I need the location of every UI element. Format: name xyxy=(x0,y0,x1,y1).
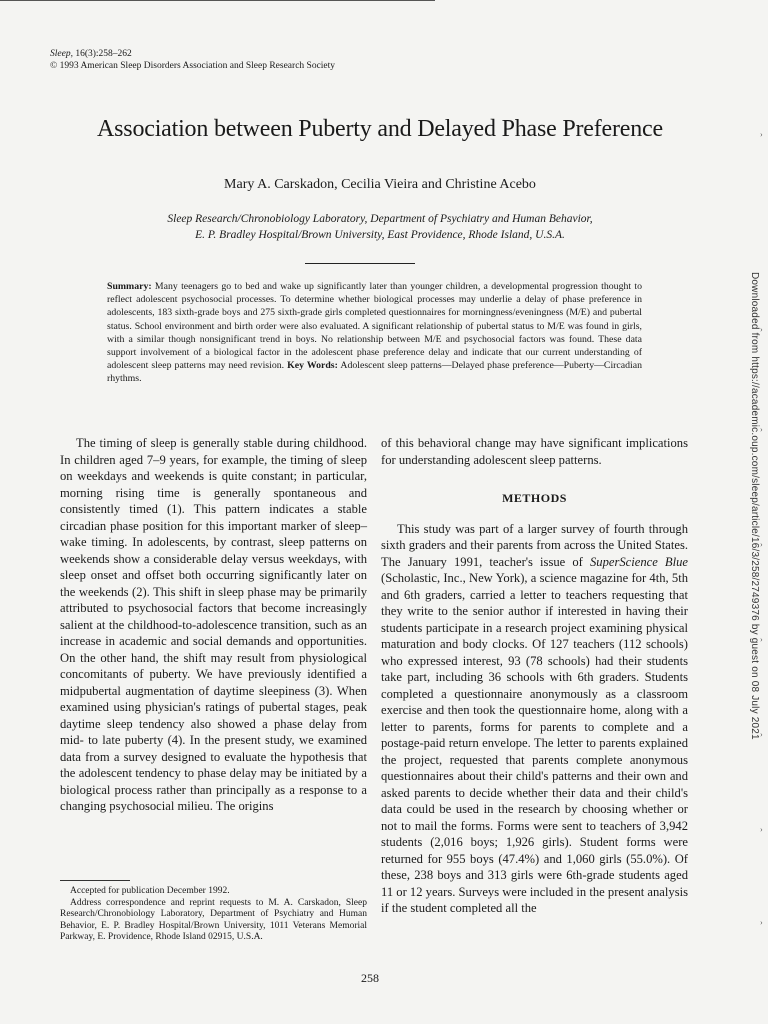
paper-authors: Mary A. Carskadon, Cecilia Vieira and Christine Acebo xyxy=(224,177,536,192)
keywords-text: Adolescent sleep patterns—Delayed phase preference—Puberty—Circadian rhythms. xyxy=(107,360,642,385)
top-rule xyxy=(0,0,435,1)
footnote xyxy=(60,886,367,944)
margin-mark: › xyxy=(760,130,763,139)
journal-volume: 16(3):258–262 xyxy=(72,49,132,59)
affiliation-line-2: E. P. Bradley Hospital/Brown University, East Providence, Rhode Island, U.S.A. xyxy=(195,229,565,241)
methods-text-1: This study was part of a larger survey of fourth through sixth graders and their parents from across the United States. The January 1991, teacher's issue of xyxy=(381,521,688,569)
margin-mark: › xyxy=(760,635,763,644)
right-column xyxy=(381,435,688,917)
abstract-summary xyxy=(107,280,642,386)
summary-body: Many teenagers go to bed and wake up significantly later than younger children, a developmental progression thought to reflect adolescent psychosocial processes. To determine whether biological processes may underlie a delay of phase preference in adolescents, 183 sixth-grade boys and 275 sixth-grade girls completed questionnaires for morningness/eveningness (M/E) and pubertal status. School environment and birth order were also evaluated. A significant relationship of pubertal status to M/E was found in girls, with a similar though nonsignificant trend in boys. No relationship between M/E and psychosocial factors was found. These data support involvement of a biological factor in the adolescent phase preference delay and indicate that our current understanding of adolescent sleep patterns may need revision. xyxy=(107,281,642,372)
paper-title: Association between Puberty and Delayed Phase Preference xyxy=(97,116,663,142)
copyright-line: © 1993 American Sleep Disorders Association and Sleep Research Society xyxy=(50,61,336,71)
methods-text-2: (Scholastic, Inc., New York), a science magazine for 4th, 5th and 6th graders, carried a letter to teachers requesting that they write to the senior author if interested in having their students participate in a research project examining physical maturation and body clocks. Of 127 teachers (112 schools) who expressed interest, 93 (78 schools) had their students take part, including 36 schools with 6th graders. Students completed a questionnaire anonymously as a classroom exercise and then took the questionnaire home, along with a letter to parents, forms for parents to complete and a postage-paid return envelope. The letter to parents explained the project, requested that parents complete anonymous questionnaires about their child's patterns and their own and asked parents to decide whether their data and their child's data could be used in the research by choosing whether or not to mail the forms. Forms were sent to teachers of 3,942 students (2,016 boys; 1,926 girls). Student forms were returned for 955 boys (47.4%) and 1,060 girls (55.0%). Of these, 238 boys and 313 girls were 6th-grade students aged 11 or 12 years. Surveys were included in the present analysis if the student completed all the xyxy=(381,571,688,915)
margin-mark: › xyxy=(760,425,763,434)
journal-name: Sleep, xyxy=(50,49,73,59)
accepted-date: Accepted for publication December 1992. xyxy=(70,886,230,896)
left-column xyxy=(60,435,367,815)
intro-continuation: of this behavioral change may have significant implications for understanding adolescent sleep patterns. xyxy=(381,436,688,467)
download-notice: Downloaded from https://academic.oup.com/sleep/article/16/3/258/2749376 by guest on 08 July 2021 xyxy=(749,272,760,740)
author-affiliation xyxy=(60,211,700,243)
correspondence-address: Address correspondence and reprint requests to M. A. Carskadon, Sleep Research/Chronobiology Laboratory, Department of Psychiatry and Human Behavior, E. P. Bradley Hospital/Brown University, 1011 Veterans Memorial Parkway, E. Providence, Rhode Island 02915, U.S.A. xyxy=(60,897,367,942)
summary-rule xyxy=(305,263,415,264)
affiliation-line-1: Sleep Research/Chronobiology Laboratory, Department of Psychiatry and Human Behavior, xyxy=(167,213,593,225)
margin-mark: › xyxy=(760,325,763,334)
journal-citation xyxy=(50,48,335,72)
margin-mark: › xyxy=(760,825,763,834)
footnote-rule xyxy=(60,880,130,881)
methods-paragraph xyxy=(381,521,688,917)
keywords-label: Key Words: xyxy=(284,360,338,372)
intro-paragraph: The timing of sleep is generally stable during childhood. In children aged 7–9 years, for example, the timing of sleep on weekdays and weekends is quite constant; in particular, morning rising time is generally spontaneous and consistently timed (1). This pattern indicates a stable circadian phase position for this important marker of sleep–wake timing. In adolescents, by contrast, sleep patterns on weekends show a considerable delay versus weekdays, with sleep onset and offset both occurring significantly later on the weekends (2). This shift in sleep phase may be primarily attributed to psychosocial factors that become increasingly salient at the childhood-to-adolescence transition, such as an increase in academic and social demands and opportunities. On the other hand, the shift may result from physiological concomitants of puberty. We have previously identified a midpubertal augmentation of daytime sleepiness (3). When examined using physician's ratings of pubertal stages, peak daytime sleep tendency also showed a phase delay from mid- to late puberty (4). In the present study, we examined data from a survey designed to evaluate the hypothesis that the adolescent tendency to phase delay may be initiated by a biological process rather than principally as a response to a changing psychosocial milieu. The origins xyxy=(60,436,367,813)
margin-mark: › xyxy=(760,540,763,549)
margin-mark: › xyxy=(760,918,763,927)
margin-mark: › xyxy=(760,730,763,739)
methods-heading: METHODS xyxy=(502,491,567,505)
summary-label: Summary: xyxy=(107,281,152,292)
page-number: 258 xyxy=(361,971,379,985)
magazine-title: SuperScience Blue xyxy=(589,554,688,569)
